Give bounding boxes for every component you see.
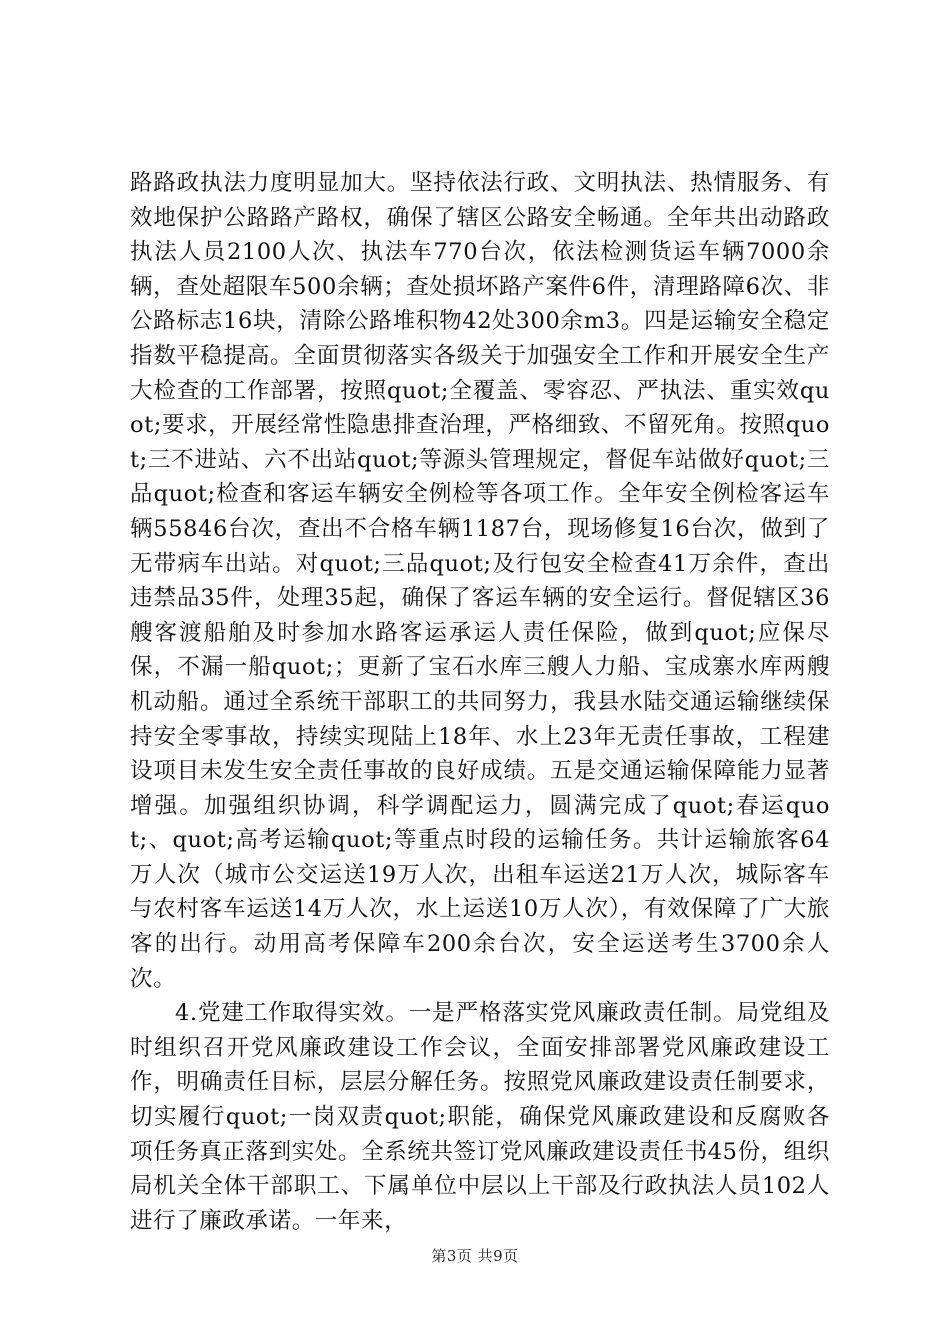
page-number-footer: 第3页 共9页 <box>431 1247 519 1265</box>
document-body <box>130 166 830 1238</box>
body-paragraph-1: 路路政执法力度明显加大。坚持依法行政、文明执法、热情服务、有效地保护公路路产路权，确保了辖区公路安全畅通。全年共出动路政执法人员2100人次、执法车770台次，依法检测货运车辆7000余辆，查处超限车500余辆；查处损坏路产案件6件，清理路障6次、非公路标志16块，清除公路堆积物42处300余m3。四是运输安全稳定指数平稳提高。全面贯彻落实各级关于加强安全工作和开展安全生产大检查的工作部署，按照quot;全覆盖、零容忍、严执法、重实效quot;要求，开展经常性隐患排查治理，严格细致、不留死角。按照quot;三不进站、六不出站quot;等源头管理规定，督促车站做好quot;三品quot;检查和客运车辆安全例检等各项工作。全年安全例检客运车辆55846台次，查出不合格车辆1187台，现场修复16台次，做到了无带病车出站。对quot;三品quot;及行包安全检查41万余件，查出违禁品35件，处理35起，确保了客运车辆的安全运行。督促辖区36艘客渡船舶及时参加水路客运承运人责任保险，做到quot;应保尽保，不漏一船quot;；更新了宝石水库三艘人力船、宝成寨水库两艘机动船。通过全系统干部职工的共同努力，我县水陆交通运输继续保持安全零事故，持续实现陆上18年、水上23年无责任事故，工程建设项目未发生安全责任事故的良好成绩。五是交通运输保障能力显著增强。加强组织协调，科学调配运力，圆满完成了quot;春运quot;、quot;高考运输quot;等重点时段的运输任务。共计运输旅客64万人次（城市公交运送19万人次，出租车运送21万人次，城际客车与农村客车运送14万人次，水上运送10万人次），有效保障了广大旅客的出行。动用高考保障车200余台次，安全运送考生3700余人次。 <box>130 170 830 992</box>
body-paragraph-2: 4.党建工作取得实效。一是严格落实党风廉政责任制。局党组及时组织召开党风廉政建设工作会议，全面安排部署党风廉政建设工作，明确责任目标，层层分解任务。按照党风廉政建设责任制要求，切实履行quot;一岗双责quot;职能，确保党风廉政建设和反腐败各项任务真正落到实处。全系统共签订党风廉政建设责任书45份，组织局机关全体干部职工、下属单位中层以上干部及行政执法人员102人进行了廉政承诺。一年来， <box>130 1000 830 1234</box>
